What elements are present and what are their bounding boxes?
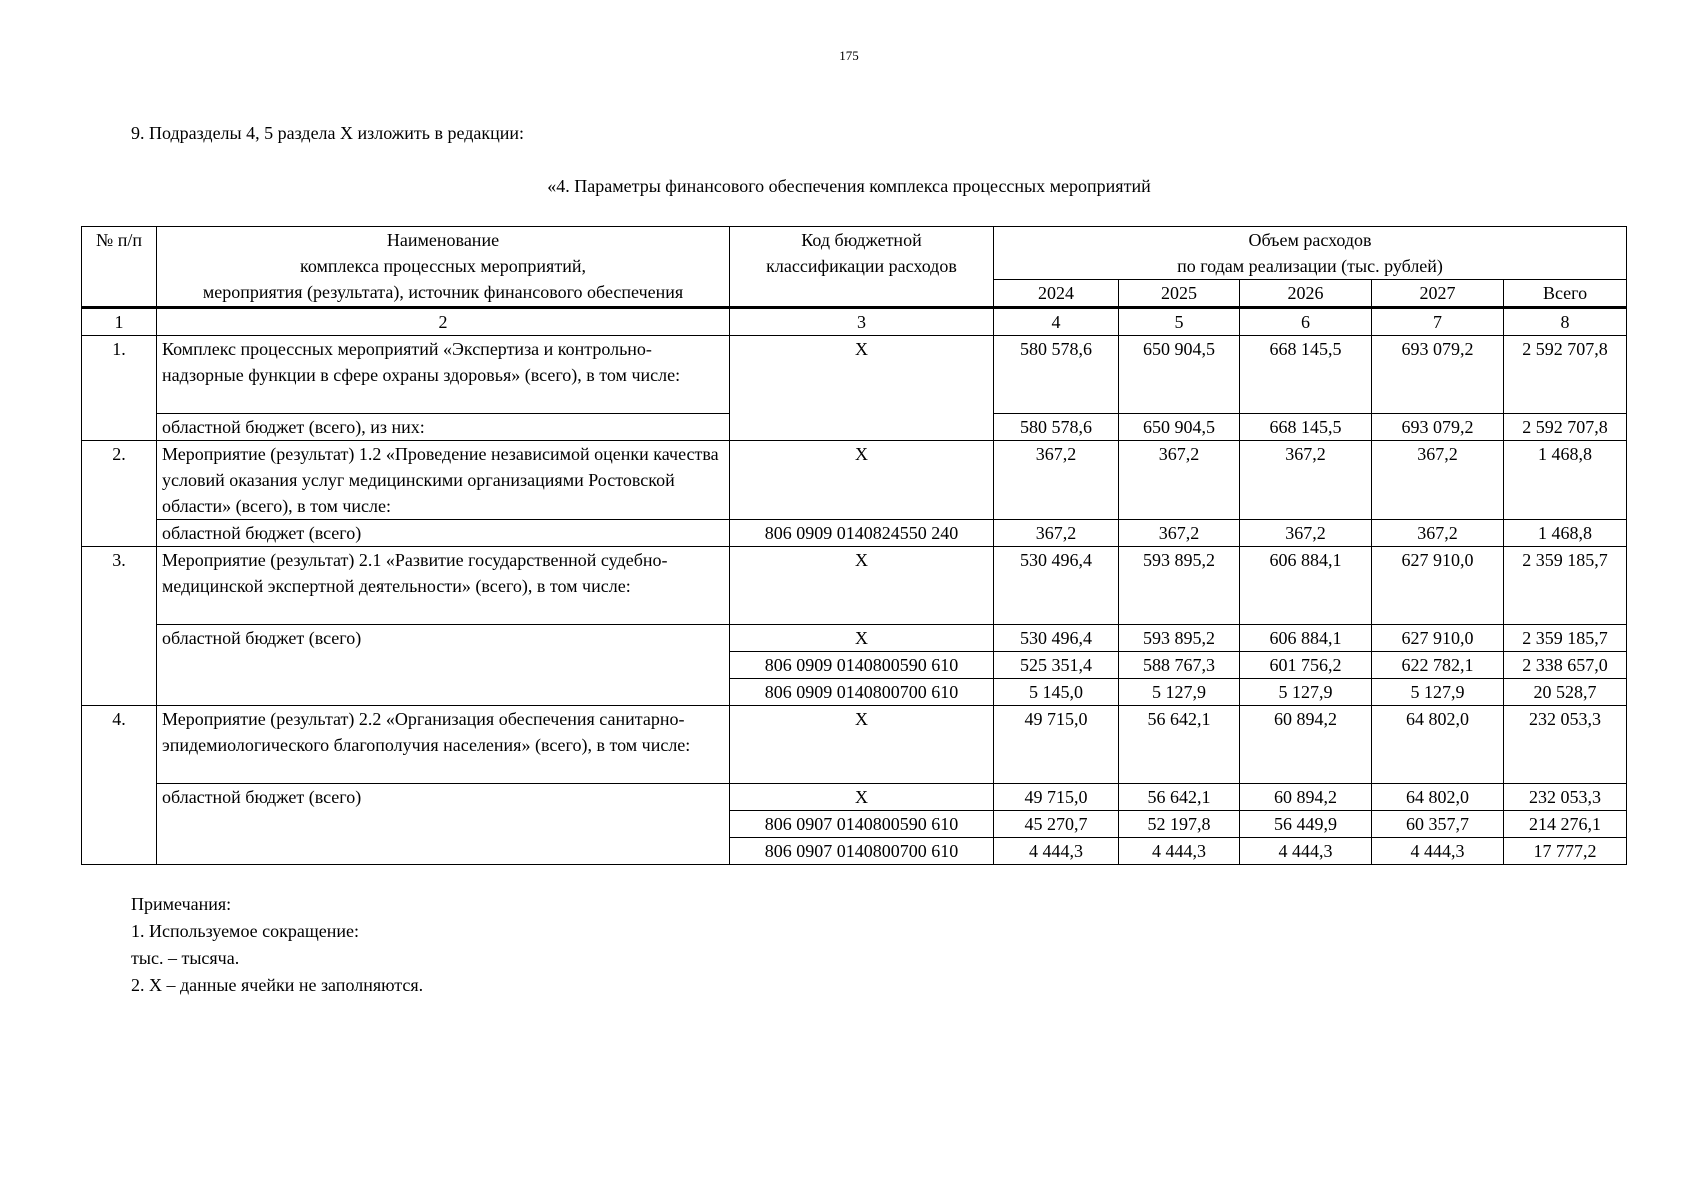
row-sub-value: 49 715,0 bbox=[994, 784, 1119, 811]
row-value: 367,2 bbox=[1372, 441, 1504, 520]
row-value: 60 894,2 bbox=[1240, 706, 1372, 784]
row-sub-value: 627 910,0 bbox=[1372, 625, 1504, 652]
row-title: Комплекс процессных мероприятий «Экспертиза и контрольно-надзорные функции в сфере охраны здоровья» (всего), в том числе: bbox=[157, 336, 730, 414]
row-sub-value: 2 592 707,8 bbox=[1504, 414, 1627, 441]
row-detail-code: 806 0909 0140800590 610 bbox=[730, 652, 994, 679]
row-detail-value: 622 782,1 bbox=[1372, 652, 1504, 679]
row-value: 367,2 bbox=[994, 441, 1119, 520]
column-index: 6 bbox=[1240, 308, 1372, 336]
row-value: 668 145,5 bbox=[1240, 336, 1372, 414]
row-code: X bbox=[730, 547, 994, 625]
notes-line: тыс. – тысяча. bbox=[131, 948, 240, 968]
row-code: X bbox=[730, 706, 994, 784]
row-detail-value: 4 444,3 bbox=[994, 838, 1119, 865]
row-sub-value: 367,2 bbox=[1372, 520, 1504, 547]
row-sub-value: 650 904,5 bbox=[1119, 414, 1240, 441]
row-sub-label: областной бюджет (всего) bbox=[157, 625, 730, 706]
header-volume-sub: по годам реализации (тыс. рублей) bbox=[994, 253, 1627, 280]
row-sub-value: 367,2 bbox=[994, 520, 1119, 547]
row-detail-value: 5 127,9 bbox=[1119, 679, 1240, 706]
row-detail-value: 4 444,3 bbox=[1372, 838, 1504, 865]
table-title: «4. Параметры финансового обеспечения комплекса процессных мероприятий bbox=[547, 176, 1151, 196]
table-row bbox=[82, 336, 1627, 414]
row-sub-code: 806 0909 0140824550 240 bbox=[730, 520, 994, 547]
row-sub-value: 56 642,1 bbox=[1119, 784, 1240, 811]
header-code-line: Код бюджетной bbox=[801, 230, 922, 250]
column-index-row bbox=[82, 308, 1627, 336]
row-detail-value: 214 276,1 bbox=[1504, 811, 1627, 838]
row-value: 606 884,1 bbox=[1240, 547, 1372, 625]
row-value: 56 642,1 bbox=[1119, 706, 1240, 784]
intro-paragraph: 9. Подразделы 4, 5 раздела X изложить в редакции: bbox=[131, 123, 524, 143]
notes-line: 2. X – данные ячейки не заполняются. bbox=[131, 975, 424, 995]
row-value: 1 468,8 bbox=[1504, 441, 1627, 520]
notes-heading: Примечания: bbox=[131, 894, 232, 914]
column-index: 3 bbox=[730, 308, 994, 336]
financing-table bbox=[81, 226, 1627, 865]
column-index: 5 bbox=[1119, 308, 1240, 336]
row-number: 2. bbox=[82, 441, 157, 547]
header-name-line: Наименование bbox=[386, 230, 500, 250]
row-detail-value: 588 767,3 bbox=[1119, 652, 1240, 679]
row-value: 2 592 707,8 bbox=[1504, 336, 1627, 414]
header-num: № п/п bbox=[82, 227, 157, 308]
row-sub-value: 1 468,8 bbox=[1504, 520, 1627, 547]
row-value: 367,2 bbox=[1119, 441, 1240, 520]
column-index: 2 bbox=[157, 308, 730, 336]
row-sub-value: 367,2 bbox=[1240, 520, 1372, 547]
header-total: Всего bbox=[1504, 280, 1627, 308]
header-name-line: мероприятия (результата), источник финансового обеспечения bbox=[202, 282, 684, 302]
column-index: 7 bbox=[1372, 308, 1504, 336]
header-volume: Объем расходов bbox=[994, 227, 1627, 254]
column-index: 8 bbox=[1504, 308, 1627, 336]
row-value: 64 802,0 bbox=[1372, 706, 1504, 784]
row-detail-value: 17 777,2 bbox=[1504, 838, 1627, 865]
row-detail-value: 52 197,8 bbox=[1119, 811, 1240, 838]
row-detail-value: 4 444,3 bbox=[1119, 838, 1240, 865]
table-row-sub bbox=[82, 625, 1627, 652]
row-detail-value: 5 145,0 bbox=[994, 679, 1119, 706]
row-value: 650 904,5 bbox=[1119, 336, 1240, 414]
row-title: Мероприятие (результат) 2.2 «Организация обеспечения санитарно-эпидемиологического благополучия населения» (всего), в том числе: bbox=[157, 706, 730, 784]
row-sub-value: 530 496,4 bbox=[994, 625, 1119, 652]
header-year: 2024 bbox=[994, 280, 1119, 308]
row-value: 693 079,2 bbox=[1372, 336, 1504, 414]
row-detail-value: 20 528,7 bbox=[1504, 679, 1627, 706]
header-name-line: комплекса процессных мероприятий, bbox=[300, 256, 586, 276]
row-sub-label: областной бюджет (всего), из них: bbox=[157, 414, 730, 441]
row-sub-label: областной бюджет (всего) bbox=[157, 784, 730, 865]
row-number: 4. bbox=[82, 706, 157, 865]
row-detail-value: 5 127,9 bbox=[1240, 679, 1372, 706]
table-row-sub bbox=[82, 520, 1627, 547]
row-sub-value: 367,2 bbox=[1119, 520, 1240, 547]
row-detail-value: 5 127,9 bbox=[1372, 679, 1504, 706]
row-sub-value: 593 895,2 bbox=[1119, 625, 1240, 652]
row-detail-value: 4 444,3 bbox=[1240, 838, 1372, 865]
row-value: 367,2 bbox=[1240, 441, 1372, 520]
row-detail-value: 56 449,9 bbox=[1240, 811, 1372, 838]
row-value: 580 578,6 bbox=[994, 336, 1119, 414]
row-code: X bbox=[730, 441, 994, 520]
row-sub-value: 60 894,2 bbox=[1240, 784, 1372, 811]
column-index: 1 bbox=[82, 308, 157, 336]
header-year: 2025 bbox=[1119, 280, 1240, 308]
row-value: 49 715,0 bbox=[994, 706, 1119, 784]
row-sub-code: X bbox=[730, 625, 994, 652]
row-sub-code: X bbox=[730, 784, 994, 811]
row-detail-value: 525 351,4 bbox=[994, 652, 1119, 679]
row-value: 593 895,2 bbox=[1119, 547, 1240, 625]
row-sub-value: 232 053,3 bbox=[1504, 784, 1627, 811]
row-value: 530 496,4 bbox=[994, 547, 1119, 625]
row-detail-code: 806 0909 0140800700 610 bbox=[730, 679, 994, 706]
row-detail-value: 2 338 657,0 bbox=[1504, 652, 1627, 679]
row-detail-value: 45 270,7 bbox=[994, 811, 1119, 838]
row-value: 627 910,0 bbox=[1372, 547, 1504, 625]
header-row bbox=[82, 227, 1627, 254]
header-year: 2027 bbox=[1372, 280, 1504, 308]
table-row bbox=[82, 547, 1627, 625]
header-year: 2026 bbox=[1240, 280, 1372, 308]
table-row-sub bbox=[82, 784, 1627, 811]
table-row bbox=[82, 441, 1627, 520]
column-index: 4 bbox=[994, 308, 1119, 336]
header-code-line: классификации расходов bbox=[766, 256, 957, 276]
row-number: 3. bbox=[82, 547, 157, 706]
row-value: 2 359 185,7 bbox=[1504, 547, 1627, 625]
row-value: 232 053,3 bbox=[1504, 706, 1627, 784]
header-name bbox=[157, 227, 730, 308]
row-sub-value: 606 884,1 bbox=[1240, 625, 1372, 652]
row-sub-value: 668 145,5 bbox=[1240, 414, 1372, 441]
row-sub-value: 693 079,2 bbox=[1372, 414, 1504, 441]
row-title: Мероприятие (результат) 1.2 «Проведение независимой оценки качества условий оказания услуг медицинскими организациями Ростовской области» (всего), в том числе: bbox=[157, 441, 730, 520]
row-detail-code: 806 0907 0140800700 610 bbox=[730, 838, 994, 865]
row-detail-value: 601 756,2 bbox=[1240, 652, 1372, 679]
header-code bbox=[730, 227, 994, 308]
notes-line: 1. Используемое сокращение: bbox=[131, 921, 359, 941]
page-number: 175 bbox=[839, 48, 859, 63]
notes-block bbox=[131, 891, 423, 999]
row-sub-value: 2 359 185,7 bbox=[1504, 625, 1627, 652]
row-sub-label: областной бюджет (всего) bbox=[157, 520, 730, 547]
row-detail-value: 60 357,7 bbox=[1372, 811, 1504, 838]
row-sub-value: 580 578,6 bbox=[994, 414, 1119, 441]
row-number: 1. bbox=[82, 336, 157, 441]
table-row bbox=[82, 706, 1627, 784]
row-title: Мероприятие (результат) 2.1 «Развитие государственной судебно-медицинской экспертной деятельности» (всего), в том числе: bbox=[157, 547, 730, 625]
row-code: X bbox=[730, 336, 994, 441]
row-sub-value: 64 802,0 bbox=[1372, 784, 1504, 811]
row-detail-code: 806 0907 0140800590 610 bbox=[730, 811, 994, 838]
